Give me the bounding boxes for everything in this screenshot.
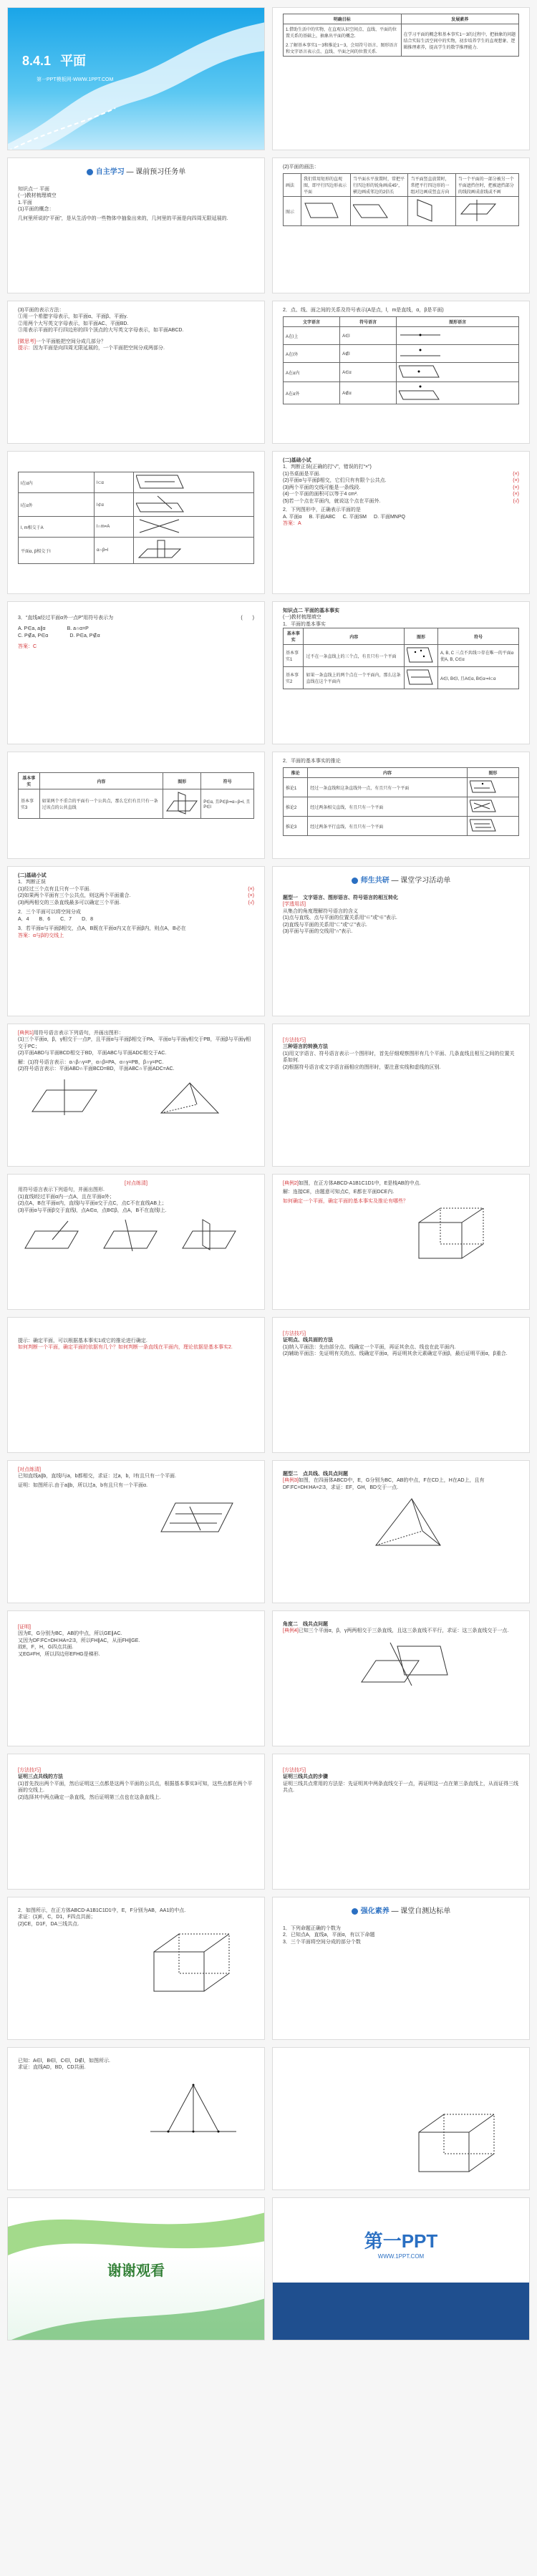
- self-study-title: 自主学习: [95, 168, 125, 176]
- horizontal-plane-figure: [353, 200, 389, 220]
- p2-proof: 证明：如图所示.由于a∥b，所以过a，b有且只有一个平面α.: [18, 1482, 148, 1488]
- rel2-text: l, m相交于A: [19, 517, 95, 538]
- example3-slide: [7, 1897, 265, 2040]
- bf-header: 符号: [438, 628, 519, 645]
- p2-label: [对点练清]: [18, 1467, 41, 1472]
- basic-facts-table: [283, 628, 519, 689]
- relations-table: [283, 316, 519, 404]
- thinking-question: 一个平面能把空间分成几部分？: [35, 339, 106, 344]
- m3-line: (1)首先找出两个平面，然后证明这三点都是这两个平面的公共点，根据基本事实3可知，这些点都在两个平面的交线上.: [18, 1781, 253, 1794]
- ad-slide: [272, 2197, 530, 2341]
- method3-slide: [7, 1754, 265, 1890]
- lesson-title: 平面: [60, 54, 87, 68]
- rel-header-1: 文字语言: [284, 317, 340, 327]
- cor-header: 图形: [467, 768, 518, 778]
- ex1-label: [典例1]: [18, 1031, 34, 1036]
- sum1-line: (1)用文字语言、符号语言表示一个图形时，首先仔细观察图形有几个平面、几条直线且相互之间的位置关系如何.: [283, 1051, 515, 1064]
- review-icon: [352, 1908, 358, 1915]
- point-on-line-figure: [399, 329, 442, 341]
- test-answer: (×): [513, 492, 519, 497]
- coop-label: [学透用活]: [283, 902, 306, 908]
- coop-topic: 题型一 文字语言、图形语言、符号语言的相互转化: [283, 895, 398, 900]
- ad-logo: 第一PPT: [364, 2230, 438, 2252]
- ex2-label: [典例2]: [283, 1181, 299, 1186]
- ex1-sol: 解：(1)符号语言表示：α∩β∩γ=P，α∩β=PA，α∩γ=PB，β∩γ=PC.: [18, 1059, 164, 1065]
- rel2-text: l在α外: [19, 493, 95, 517]
- q3-slide: [7, 601, 265, 744]
- q3-opt: A. P∈a, a∥α: [18, 626, 46, 632]
- corollary-slide: [272, 752, 530, 859]
- p2-text: 已知直线a∥b，直线l与a，b都相交，求证：过a，b，l有且只有一个平面.: [18, 1474, 176, 1479]
- parallel-lines-plane-figure: [470, 818, 498, 832]
- thanks-slide: [7, 2197, 265, 2341]
- type3-title: 角度二 线共点问题: [283, 1622, 328, 1627]
- two-planes-line-figure: [165, 791, 198, 815]
- notation-3: ②用两个大写英文字母表示，如平面AC、平面BD.: [18, 321, 129, 326]
- review-item: 1．下列命题正确的个数为: [283, 1926, 341, 1931]
- t2-answer-final: 答案：α与β的交线上: [18, 933, 64, 938]
- rel-header-2: 符号语言: [340, 317, 397, 327]
- three-points-plane-figure: [407, 646, 435, 664]
- review-slide: 强化素养 — 课堂自测达标单 1．下列命题正确的个数为 2．已知点A，直线a，平面α，有以下命题 3．三个平面将空间分成的部分个数: [272, 1897, 530, 2040]
- kp2-title: 知识点二 平面的基本事实: [283, 608, 339, 613]
- method-4: 当一个平面的一部分被另一个平面遮挡住时，把被遮挡部分的线段画成虚线或不画: [455, 174, 518, 197]
- lines-intersect-figure: [136, 518, 186, 534]
- bf-header: 基本事实: [284, 628, 304, 645]
- test-opt: B. 平面ABC: [309, 514, 336, 520]
- credit-text: 第一PPT模板网-WWW.1PPT.COM: [37, 77, 114, 82]
- kp2-sub2: 1．平面的基本事实: [283, 621, 326, 627]
- rel-symbol: A∈l: [340, 327, 397, 345]
- test-item: (5)若一个点在平面内，就说这个点在平面外.: [283, 498, 381, 504]
- m3-line: 证明三点共线的方法: [18, 1774, 63, 1780]
- f3-header: 图形: [163, 773, 201, 789]
- t2-q2a: A．4 B．6 C．7 D．8: [18, 916, 94, 922]
- t2-title: (二)基础小试: [18, 873, 47, 878]
- fact3-slide: [7, 752, 265, 859]
- line-point-plane-figure: [470, 779, 498, 794]
- q3-opt: D. P∈a, P∉α: [69, 633, 100, 638]
- cor-header: 内容: [308, 768, 468, 778]
- goals-slide: [272, 7, 530, 150]
- notation-1: (3)平面的表示方法：: [18, 308, 64, 313]
- bf-symbol: A∈l, B∈l, 且A∈α, B∈α⇒l⊂α: [438, 667, 519, 689]
- review-cube-figure: [412, 2111, 505, 2175]
- goal-2: 2.了解基本事实1～3和推论1～3，会用符号语言、图形语言和文字语言表示点、直线、平面之间的位置关系.: [286, 44, 398, 54]
- practice1-figures: [18, 1217, 247, 1253]
- f3-header: 符号: [201, 773, 254, 789]
- t2-q3: 3．若平面α与平面β相交，点A，B既在平面α内又在平面β内，则点A，B必在: [18, 926, 186, 932]
- q3-opt: B. a∩α=P: [67, 626, 89, 632]
- test-item: (2)平面α与平面β相交，它们只有有限个公共点.: [283, 478, 387, 484]
- exer-part: 求证：(1)E，C，D1，F四点共面；: [18, 1915, 96, 1920]
- p1-text: 用符号语言表示下列语句，并画出图形.: [18, 1187, 105, 1193]
- thinking-label: [微思考]: [18, 339, 36, 344]
- test-item: (3)两个平面的交线可能是一条线段.: [283, 485, 361, 490]
- three-planes-figure: [354, 1639, 455, 1689]
- cor-label: 推论1: [284, 778, 308, 797]
- test-item: (4)一个平面的面积可以等于4 cm².: [283, 492, 358, 497]
- test-opt: D. 平面MNPQ: [374, 514, 405, 520]
- q3-opt: C. P∉a, P∈α: [18, 633, 49, 638]
- basic-facts-slide: [272, 601, 530, 744]
- exercise2-figure: [147, 2074, 240, 2139]
- rel-symbol: A∈α: [340, 363, 397, 382]
- notation-4: ③用表示平面的平行四边形的四个顶点的大写英文字母表示，如平面ABCD.: [18, 328, 184, 334]
- t2-answer: (×): [248, 893, 254, 899]
- ss-line-3: 1.平面: [18, 200, 32, 205]
- test2-slide: [7, 866, 265, 1016]
- cor-content: 经过一条直线和这条直线外一点，有且只有一个平面: [308, 778, 468, 797]
- review-item: 2．已知点A，直线a，平面α，有以下命题: [283, 1933, 375, 1938]
- coop-line: 从集合的角度理解符号语言的含义: [283, 908, 358, 914]
- review-item: 3．三个平面将空间分成的部分个数: [283, 1939, 361, 1945]
- coop-icon: [352, 878, 358, 884]
- hint-text: 因为平面是向四周无限延展的，一个平面把空间分成两部分.: [33, 346, 165, 351]
- type3-text: 已知三个平面α，β，γ两两相交于三条直线，且这三条直线不平行，求证：这三条直线交于一点.: [298, 1628, 509, 1634]
- rel-text: A在α外: [284, 382, 340, 404]
- exer2-text: 已知：A∈l，B∈l，C∈l，D∉l，如图所示.: [18, 2059, 111, 2064]
- line-in-plane-figure: [136, 474, 186, 490]
- row-label-method: 画法: [284, 174, 301, 197]
- q3-text: 3．“直线a经过平面α外一点P”用符号表示为: [18, 616, 114, 621]
- kp2-sub: (一)教材梳理填空: [283, 615, 321, 621]
- p1-part: (2)点A，B在平面α内，直线l与平面α交于点C，点C不在直线AB上；: [18, 1201, 167, 1207]
- f3-header: 内容: [39, 773, 163, 789]
- exer-text: 2．如图所示，在正方体ABCD-A1B1C1D1中，E，F分别为AB，AA1的中点.: [18, 1908, 186, 1913]
- test-answer: (×): [513, 478, 519, 484]
- test-answer: (√): [513, 498, 519, 504]
- coop-line: (1)点与直线、点与平面的位置关系用“∈”或“∉”表示.: [283, 915, 397, 921]
- example1-figures: [18, 1076, 247, 1119]
- f3-content: 如果两个不重合的平面有一个公共点，那么它们有且只有一条过该点的公共直线: [39, 789, 163, 819]
- line-in-plane-fact-figure: [407, 669, 435, 686]
- practice2-figure: [154, 1489, 240, 1539]
- rel2-text: 平面α, β相交于l: [19, 538, 95, 564]
- test-q1: 1．判断正误(正确的打“√”，错误的打“×”): [283, 465, 372, 470]
- sum1-line: (2)根据符号语言或文字语言画相应的图形时，要注意实线和虚线的区别.: [283, 1064, 441, 1070]
- exer-part: (2)CE，D1F，DA三线共点.: [18, 1921, 79, 1927]
- rel-text: A在l外: [284, 345, 340, 363]
- method-3: 当平面竖直放置时，常把平行四边形的一组对边画成竖直方向: [408, 174, 455, 197]
- goals-header-left: 明确目标: [284, 14, 402, 24]
- bf-label: 基本事实1: [284, 645, 304, 667]
- test-item: (1)书桌面是平面.: [283, 471, 321, 477]
- bf-header: 内容: [304, 628, 405, 645]
- q3-blank: ( ): [241, 616, 254, 621]
- t2-q2: 2．三个平面可以将空间分成: [18, 910, 81, 915]
- test-answer-final: 答案：A: [283, 520, 301, 526]
- practice2-slide: [7, 1460, 265, 1603]
- method-1: 我们常用矩形的直观图，即平行四边形表示平面: [301, 174, 351, 197]
- coop-title: 师生共研: [360, 877, 390, 885]
- m2-line: (1)纳入平面法：先由部分点、线确定一个平面，再证其余点、线也在此平面内.: [283, 1344, 456, 1350]
- coop-line: (3)平面与平面的交线用“∩”表示.: [283, 929, 353, 935]
- f3-label: 基本事实3: [19, 789, 40, 819]
- rel2-symbol: l⊂α: [95, 472, 134, 493]
- goals-header-right: 发展素养: [401, 14, 519, 24]
- ans-line: 如何判断一个平面，确定平面的依据有几个？如何判断一条直线在平面内，理论依据是基本事实2.: [18, 1345, 233, 1351]
- point-off-plane-figure: [399, 384, 442, 401]
- relations-cont-slide: [7, 451, 265, 594]
- type2-label: [典例3]: [283, 1478, 299, 1484]
- plane-drawing-heading: (2)平面的画法：: [283, 165, 319, 170]
- test-q2: 2．下列图形中，正确表示平面的是: [283, 507, 361, 513]
- cor-intro: 2．平面的基本事实的推论: [283, 759, 341, 764]
- proof3-line: 又EG≠FH，所以四边形EFHG是梯形.: [18, 1651, 100, 1657]
- ad-url: WWW.1PPT.COM: [377, 2253, 425, 2260]
- cor-header: 推论: [284, 768, 308, 778]
- type3-slide: [272, 1610, 530, 1746]
- plane-drawing-table: [283, 173, 519, 226]
- method2-slide: [272, 1317, 530, 1453]
- tetrahedron-figure: [369, 1495, 455, 1552]
- p1-label: [对点练清]: [125, 1181, 147, 1186]
- bf-label: 基本事实2: [284, 667, 304, 689]
- m2-line: (2)辅助平面法：先证明有关的点、线确定平面α，再证明其余元素确定平面β，最后证明平面α，β重合.: [283, 1351, 508, 1357]
- rel-header-3: 图形语言: [397, 317, 519, 327]
- occluded-plane-figure: [458, 198, 498, 223]
- plane-drawing-slide: [272, 157, 530, 293]
- rel-text: A在α内: [284, 363, 340, 382]
- ans-line: 提示：确定平面，可以根据基本事实1或它的推论进行确定.: [18, 1338, 147, 1343]
- proof3-slide: [7, 1610, 265, 1746]
- basic-test-slide: [272, 451, 530, 594]
- ex2-sol: 解：连接CE，由题意可知点C，E都在平面DCE内.: [283, 1190, 395, 1195]
- t2-q1: 1．判断正误: [18, 880, 46, 885]
- summary1-slide: [272, 1024, 530, 1167]
- cor-label: 推论3: [284, 817, 308, 836]
- relations-intro: 2．点、线、面之间的关系及符号表示(A是点，l，m是直线，α，β是平面): [283, 308, 444, 313]
- bf-content: 如果一条直线上的两个点在一个平面内，那么这条直线在这个平面内: [304, 667, 405, 689]
- sum1-line: 三种语言的转换方法: [283, 1044, 328, 1050]
- ex1-part: (2)平面ABD与平面BCD相交于BD，平面ABC与平面ADC相交于AC.: [18, 1051, 167, 1056]
- f3-header: 基本事实: [19, 773, 40, 789]
- rel-symbol: A∉α: [340, 382, 397, 404]
- ss-line-5: 几何里所说的“平面”，是从生活中的一些物体中抽象出来的，几何里的平面是向四周无限延展的.: [18, 215, 228, 221]
- proof3-line: 又因为DF∶FC=DH∶HA=2∶3，所以FH∥AC，从而FH∥GE.: [18, 1638, 140, 1643]
- ex1-part: (1)三个平面α，β，γ相交于一点P，且平面α与平面β相交于PA，平面α与平面γ相交于PB，平面β与平面γ相交于PC；: [18, 1037, 251, 1049]
- t2-answer: (×): [248, 886, 254, 892]
- point-off-line-figure: [399, 346, 442, 359]
- row-label-figure: 图示: [284, 197, 301, 226]
- test-opt: A. 平面α: [283, 514, 302, 520]
- m3-label: [方法技巧]: [18, 1768, 41, 1773]
- sum1-label: [方法技巧]: [283, 1038, 306, 1043]
- title-slide: [7, 7, 265, 150]
- m2-line: 证明点、线共面的方法: [283, 1338, 333, 1343]
- rel2-text: l在α内: [19, 472, 95, 493]
- exer2-q: 求证：直线AD，BD，CD共面.: [18, 2065, 86, 2071]
- m4-line: 证明三线共点常用的方法是：先证明其中两条直线交于一点，再证明这一点在第三条直线上，从而证得三线共点.: [283, 1781, 518, 1794]
- cor-content: 经过两条平行直线，有且只有一个平面: [308, 817, 468, 836]
- self-study-slide: 自主学习 — 课前预习任务单 知识点一 平面 (一)教材梳理填空 1.平面 (1)平面的概念： 几何里所说的“平面”，是从生活中的一些物体中抽象出来的，几何里的平面是向四周无限延展的.: [7, 157, 265, 293]
- test-title: (二)基础小试: [283, 458, 311, 463]
- line-off-plane-figure: [136, 495, 186, 513]
- rel2-symbol: l∩m=A: [95, 517, 134, 538]
- t2-answer: (√): [248, 900, 254, 905]
- review-subtitle: 课堂自测达标单: [400, 1907, 451, 1915]
- point-in-plane-figure: [399, 364, 442, 379]
- ex2-text: 如图，在正方体ABCD-A1B1C1D1中，E是棱AB的中点.: [298, 1181, 421, 1186]
- rel2-symbol: l⊄α: [95, 493, 134, 517]
- test-answer: (×): [513, 471, 519, 477]
- ss-line-4: (1)平面的概念：: [18, 207, 54, 213]
- notation-slide: [7, 301, 265, 444]
- rel-text: A在l上: [284, 327, 340, 345]
- method-2: 当平面水平放置时，常把平行四边形的锐角画成45°，横边画成邻边的2倍长: [351, 174, 408, 197]
- proof3-line: 因为E，G分别为BC，AB的中点，所以GE∥AC.: [18, 1631, 122, 1637]
- ss-line-2: (一)教材梳理填空: [18, 193, 57, 199]
- hint-label: 提示：: [18, 346, 33, 351]
- ans-text-slide: [7, 1317, 265, 1453]
- t2-item: (1)经过三个点有且只有一个平面.: [18, 886, 91, 892]
- type2-text: 如图，在四面体ABCD中，E，G分别为BC，AB的中点，F在CD上，H在AD上，且有DF∶FC=DH∶HA=2∶3，求证：EF，GH，BD交于一点.: [283, 1478, 485, 1490]
- thanks-text: 谢谢观看: [107, 2263, 165, 2279]
- proof3-label: [证明]: [18, 1625, 31, 1630]
- method4-slide: [272, 1754, 530, 1890]
- bf-symbol: A, B, C 三点不共线⇒存在唯一的平面α使A, B, C∈α: [438, 645, 519, 667]
- fact3-table: [18, 772, 254, 819]
- proof3-line: 故E，F，H，G四点共面.: [18, 1645, 74, 1651]
- bf-content: 过不在一条直线上的三个点，有且只有一个平面: [304, 645, 405, 667]
- literacy-text: 在学习平面的概念和基本事实1～3的过程中，把抽象的问题结合实际生活空间中的实物，初步培养学生的直观想象、逻辑推理素养，提高学生的数学推理能力.: [403, 32, 516, 50]
- corollary-table: [283, 767, 519, 836]
- planes-intersect-figure: [136, 539, 186, 560]
- p1-part: (1)直线l经过平面α内一点A，且在平面α外；: [18, 1194, 115, 1200]
- type2-slide: [272, 1460, 530, 1603]
- exercise-cube-figure: [147, 1930, 240, 1995]
- cor-label: 推论2: [284, 797, 308, 817]
- example2-slide: [272, 1174, 530, 1310]
- rel-symbol: A∉l: [340, 345, 397, 363]
- m2-label: [方法技巧]: [283, 1331, 306, 1336]
- type2-title: 题型二 点共线、线共点问题: [283, 1472, 348, 1477]
- example1-slide: [7, 1024, 265, 1167]
- parallelogram-figure: [304, 200, 339, 220]
- bf-header: 图形: [405, 628, 438, 645]
- coop-subtitle: 课堂学习活动单: [400, 877, 451, 885]
- m4-line: 证明三线共点的步骤: [283, 1774, 328, 1780]
- f3-symbol: P∈α, 且P∈β⇒α∩β=l, 且P∈l: [201, 789, 254, 819]
- ex2-q: 如何确定一个平面，确定平面的基本事实及推论有哪些？: [283, 1198, 408, 1204]
- rel2-symbol: α∩β=l: [95, 538, 134, 564]
- goals-table: [283, 14, 519, 57]
- t2-item: (3)两两相交的三条直线最多可以确定三个平面.: [18, 900, 121, 905]
- m3-line: (2)选择其中两点确定一条直线，然后证明第三点也在这条直线上.: [18, 1794, 161, 1800]
- exercise2-slide: [7, 2047, 265, 2190]
- type3-label: [典例4]: [283, 1628, 299, 1634]
- p1-part: (3)平面α与平面β交于直线l，点A∈α，点B∈β，点A，B不在直线l上.: [18, 1207, 167, 1213]
- q3-answer: 答案：C: [18, 644, 37, 650]
- self-study-subtitle: 课前预习任务单: [135, 168, 186, 176]
- lesson-number: 8.4.1: [22, 54, 52, 68]
- m4-label: [方法技巧]: [283, 1768, 306, 1773]
- ex1-text: 用符号语言表示下列语句，并画出图形：: [33, 1031, 124, 1036]
- relations-slide: [272, 301, 530, 444]
- goal-1: 1.借助生活中的实物，在直观认识空间点、直线、平面的位置关系的基础上，抽象出平面的概念.: [286, 28, 397, 39]
- cor-content: 经过两条相交直线，有且只有一个平面: [308, 797, 468, 817]
- vertical-plane-figure: [410, 198, 439, 223]
- coop-slide: 师生共研 — 课堂学习活动单 题型一 文字语言、图形语言、符号语言的相互转化 [学透用活] 从集合的角度理解符号语言的含义 (1)点与直线、点与平面的位置关系用“∈”或“∉”表示. (2)直线与平面的关系用“⊂”或“⊄”表示. (3)平面与平面的交线用“∩”表示.: [272, 866, 530, 1016]
- ad-footer-panel: [273, 2283, 529, 2340]
- review-title: 强化素养: [360, 1907, 390, 1915]
- review2-slide: [272, 2047, 530, 2190]
- test-answer: (×): [513, 485, 519, 490]
- cube-figure: [412, 1205, 498, 1262]
- intersecting-lines-plane-figure: [470, 799, 498, 813]
- practice1-slide: [7, 1174, 265, 1310]
- notation-2: ①用一个希腊字母表示，如平面α、平面β、平面γ.: [18, 314, 128, 320]
- self-study-icon: [87, 169, 93, 175]
- t2-item: (2)如果两个平面有三个公共点，则这两个平面重合.: [18, 893, 131, 899]
- test-opt: C. 平面SM: [342, 514, 367, 520]
- relations-table-2: [18, 472, 254, 564]
- ss-line-1: 知识点一 平面: [18, 187, 49, 192]
- ex1-sol2: (2)符号语言表示：平面ABD∩平面BCD=BD，平面ABC∩平面ADC=AC.: [18, 1066, 175, 1072]
- coop-line: (2)直线与平面的关系用“⊂”或“⊄”表示.: [283, 922, 367, 928]
